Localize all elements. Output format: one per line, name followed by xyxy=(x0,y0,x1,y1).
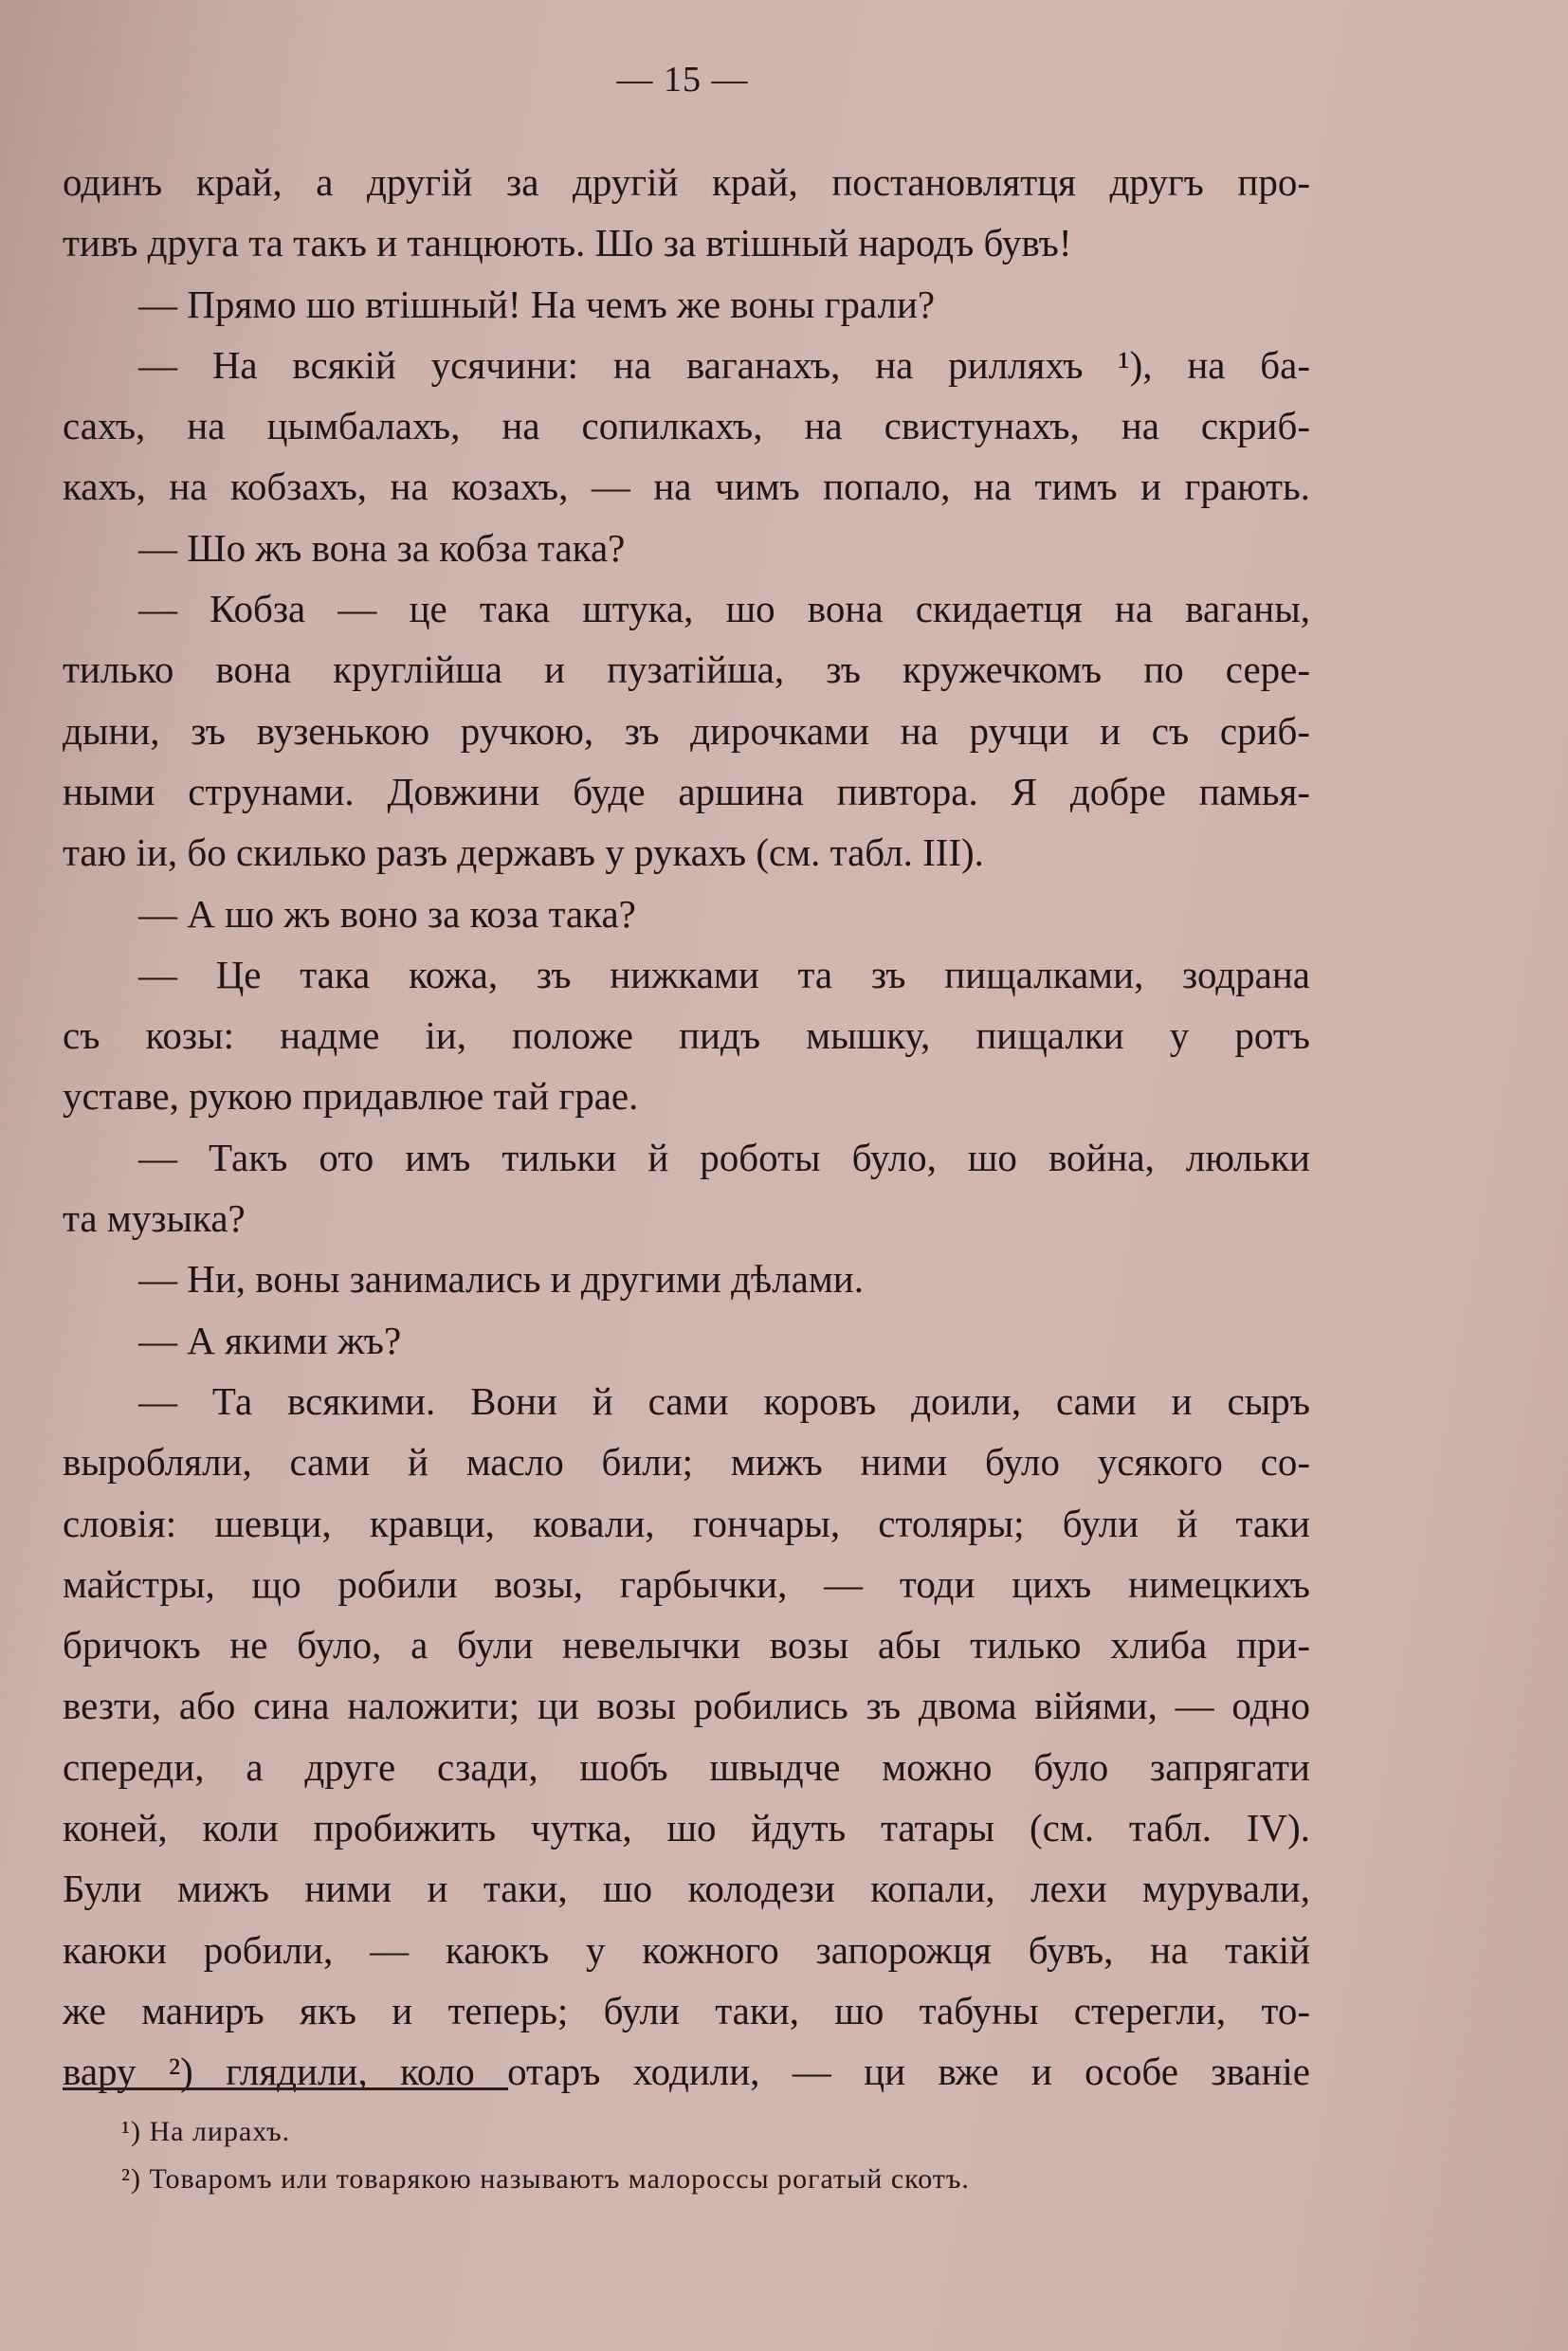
text-line: — А шо жъ воно за коза така? xyxy=(138,891,636,936)
text-line: — Прямо шо втішный! На чемъ же воны грали? xyxy=(138,282,936,326)
text-line: — Та всякими. Вони й сами коровъ доили, сами и сыръ xyxy=(138,1378,1310,1423)
text-line: вару ²) глядили, коло отаръ ходили, — ци вже и особе званіе xyxy=(63,2050,1310,2094)
text-line: спереди, а друге сзади, шобъ швыдче можно було запрягати xyxy=(63,1744,1310,1789)
text-line: майстры, що робили возы, гарбычки, — тоди цихъ нимецкихъ xyxy=(63,1561,1310,1606)
text-line: кахъ, на кобзахъ, на козахъ, — на чимъ попало, на тимъ и грають. xyxy=(63,465,1310,509)
text-line: каюки робили, — каюкъ у кожного запорожця бувъ, на такій xyxy=(63,1927,1310,1972)
text-line: — Такъ ото имъ тильки й роботы було, шо война, люльки xyxy=(138,1135,1310,1179)
footnote-1: ¹) На лирахъ. xyxy=(121,2116,291,2147)
text-line: же маниръ якъ и теперь; були таки, шо табуны стерегли, то- xyxy=(63,1988,1310,2032)
footnote-divider xyxy=(63,2087,508,2090)
text-line: коней, коли пробижить чутка, шо йдуть татары (см. табл. IV). xyxy=(63,1806,1310,1850)
text-line: одинъ край, а другій за другій край, постановлятця другъ про- xyxy=(63,160,1310,204)
body-text xyxy=(63,152,1310,2103)
text-line: съ козы: надме іи, положе пидъ мышку, пищалки у ротъ xyxy=(63,1013,1310,1058)
text-line: тивъ друга та такъ и танцюють. Шо за втішный народъ бувъ! xyxy=(63,221,1072,265)
text-line: — Це така кожа, зъ нижками та зъ пищалками, зодрана xyxy=(138,952,1310,996)
page-number: — 15 — xyxy=(616,60,749,100)
text-line: таю іи, бо скилько разъ державъ у рукахъ (см. табл. III). xyxy=(63,830,984,875)
text-line: — А якими жъ? xyxy=(138,1318,402,1362)
text-line: уставе, рукою придавлюе тай грае. xyxy=(63,1074,639,1119)
text-line: словія: шевци, кравци, ковали, гончары, столяры; були й таки xyxy=(63,1501,1310,1545)
text-line: дыни, зъ вузенькою ручкою, зъ дирочками на ручци и съ сриб- xyxy=(63,708,1310,753)
footnote-2: ²) Товаромъ или товарякою называютъ малороссы рогатый скотъ. xyxy=(121,2163,970,2195)
text-line: ными струнами. Довжини буде аршина пивтора. Я добре памья- xyxy=(63,769,1310,813)
text-line: сахъ, на цымбалахъ, на сопилкахъ, на свистунахъ, на скриб- xyxy=(63,404,1310,448)
text-line: Були мижъ ними и таки, шо колодези копали, лехи мурували, xyxy=(63,1867,1310,1911)
text-line: бричокъ не було, а були невелычки возы абы тилько хлиба при- xyxy=(63,1623,1310,1668)
text-line: везти, або сина наложити; ци возы робились зъ двома війями, — одно xyxy=(63,1684,1310,1728)
text-line: — На всякій усячини: на ваганахъ, на рилляхъ ¹), на ба- xyxy=(138,342,1310,387)
text-line: тилько вона круглійша и пузатійша, зъ кружечкомъ по сере- xyxy=(63,647,1310,692)
text-line: — Шо жъ вона за кобза така? xyxy=(138,525,626,570)
text-line: — Кобза — це така штука, шо вона скидаетця на ваганы, xyxy=(138,587,1310,631)
text-line: выробляли, сами й масло били; мижъ ними було усякого со- xyxy=(63,1440,1310,1485)
text-line: та музыка? xyxy=(63,1196,246,1241)
text-line: — Ни, воны занимались и другими дѣлами. xyxy=(138,1257,864,1302)
